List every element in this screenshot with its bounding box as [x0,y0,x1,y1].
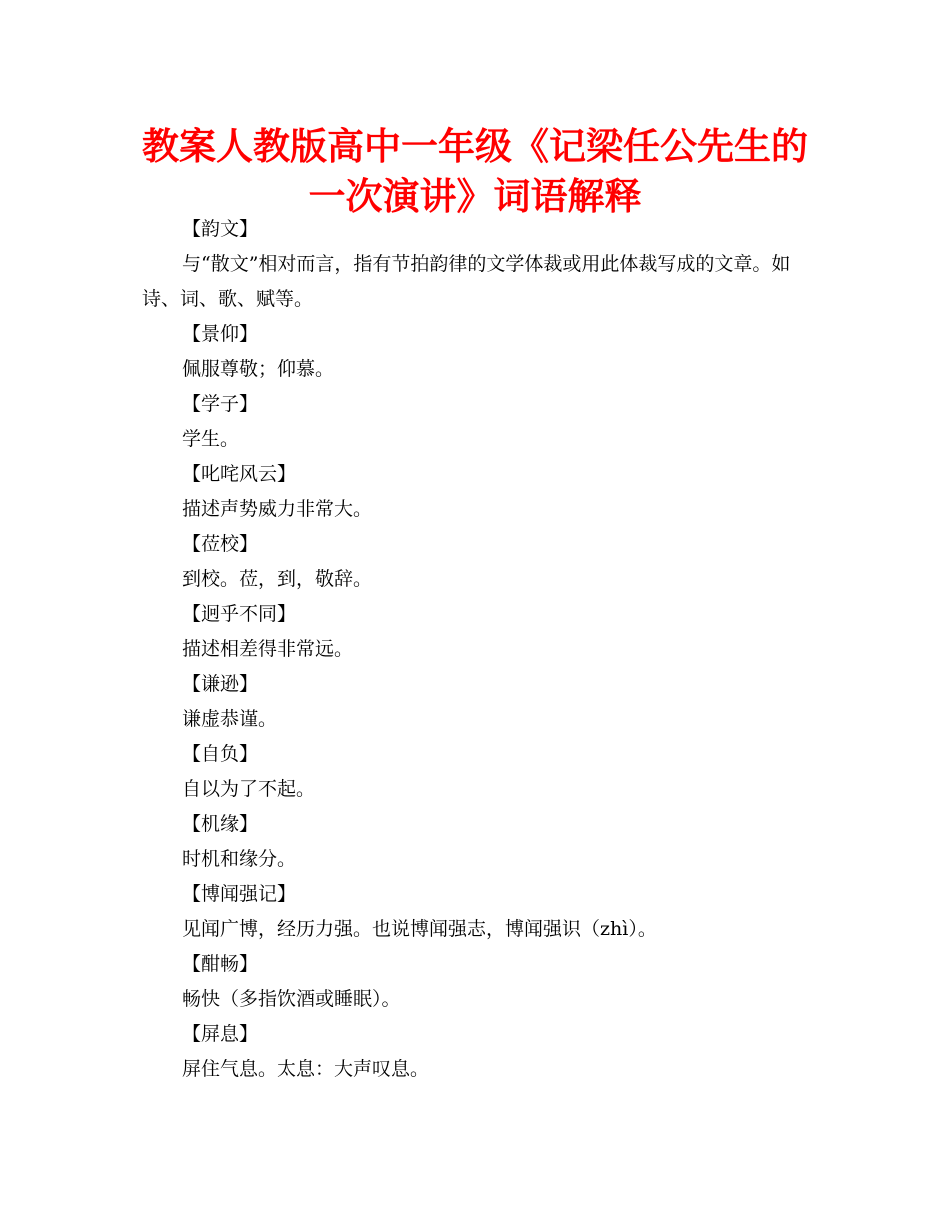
term-definition: 到校。莅，到，敬辞。 [182,568,373,590]
term-definition: 谦虚恭谨。 [182,708,278,730]
term-definition: 屏住气息。太息：大声叹息。 [182,1058,430,1080]
term-definition: 畅快（多指饮酒或睡眠）。 [182,988,401,1010]
term-definition: 自以为了不起。 [182,778,316,800]
term-heading: 【机缘】 [182,813,259,835]
term-definition: 描述声势威力非常大。 [182,498,373,520]
term-definition: 时机和缘分。 [182,848,297,870]
term-definition: 佩服尊敬；仰慕。 [182,358,335,380]
term-heading: 【谦逊】 [182,673,259,695]
term-heading: 【学子】 [182,393,259,415]
title-line-1: 教案人教版高中一年级《记梁任公先生的 [142,125,808,168]
term-definition: 描述相差得非常远。 [182,638,354,660]
term-definition: 与“散文”相对而言，指有节拍韵律的文学体裁或用此体裁写成的文章。如诗、词、歌、赋等。 [142,253,791,310]
term-heading: 【韵文】 [182,218,259,240]
term-heading: 【迥乎不同】 [182,603,297,625]
term-heading: 【叱咤风云】 [182,463,297,485]
term-heading: 【屏息】 [182,1023,259,1045]
term-heading: 【景仰】 [182,323,259,345]
glossary-body [142,212,822,1087]
term-definition: 见闻广博，经历力强。也说博闻强志，博闻强识（zhì）。 [182,918,657,940]
document-title [120,122,830,222]
term-heading: 【莅校】 [182,533,259,555]
term-heading: 【酣畅】 [182,953,259,975]
term-heading: 【博闻强记】 [182,883,297,905]
title-line-2: 一次演讲》词语解释 [308,175,642,218]
term-definition: 学生。 [182,428,240,450]
term-heading: 【自负】 [182,743,259,765]
